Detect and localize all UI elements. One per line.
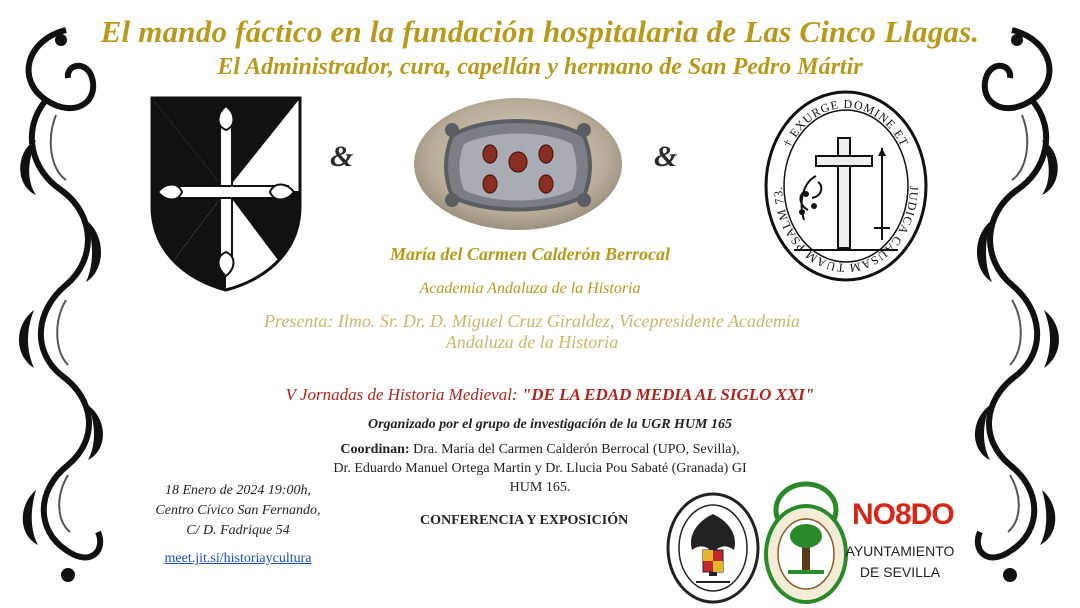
coordinators-line-2: Dr. Eduardo Manuel Ortega Martin y Dr. Llucia Pou Sabaté (Granada) GI <box>333 461 747 476</box>
ayuntamiento-label: AYUNTAMIENTO <box>845 543 955 559</box>
event-series-title: "DE LA EDAD MEDIA AL SIGLO XXI" <box>517 385 815 404</box>
event-address: C/ D. Fadrique 54 <box>186 523 290 538</box>
academia-andaluza-seal-icon <box>764 478 848 604</box>
event-series-lead: V Jornadas de Historia Medieval: <box>285 385 518 404</box>
coordinators-line-3: HUM 165. <box>509 480 571 495</box>
seal-text-top: † EXURGE DOMINE ET <box>780 96 912 150</box>
dominican-shield-icon <box>150 96 302 292</box>
presenter-line-1: Presenta: Ilmo. Sr. Dr. D. Miguel Cruz Giraldez, Vicepresidente Academia <box>264 311 800 331</box>
event-date: 18 Enero de 2024 19:00h, <box>164 483 312 498</box>
presenter-text <box>222 311 842 353</box>
subtitle: El Administrador, cura, capellán y hermano de San Pedro Mártir <box>217 54 863 80</box>
left-ornament-scroll-icon <box>6 20 118 595</box>
stone-relief-photo <box>412 96 624 232</box>
nosdo-logo: NO8DO <box>852 498 954 531</box>
event-venue: Centro Cívico San Fernando, <box>155 503 321 518</box>
coordinators-label: Coordinan: <box>340 442 410 457</box>
presenter-line-2: Andaluza de la Historia <box>445 332 619 352</box>
coordinators-line-1: Dra. María del Carmen Calderón Berrocal (UPO, Sevilla), <box>409 442 740 457</box>
coordinators-block <box>290 440 790 497</box>
event-type: CONFERENCIA Y EXPOSICIÓN <box>420 513 629 528</box>
meeting-link[interactable]: meet.jit.si/historiaycultura <box>164 551 312 566</box>
sevilla-label: DE SEVILLA <box>859 564 941 580</box>
date-venue-block <box>138 481 338 541</box>
ampersand-left: & <box>330 140 354 173</box>
right-ornament-scroll-icon <box>960 20 1072 595</box>
main-title: El mando fáctico en la fundación hospitalaria de Las Cinco Llagas. <box>100 14 980 49</box>
seal-text-bottom: JUDICA CAUSAM TUAM PSALM 73. <box>770 185 922 276</box>
speaker-name: María del Carmen Calderón Berrocal <box>389 244 671 264</box>
university-of-granada-seal-icon <box>666 492 760 604</box>
organizer-line: Organizado por el grupo de investigación de la UGR HUM 165 <box>367 417 732 432</box>
inquisition-seal-icon <box>764 90 928 282</box>
speaker-affiliation: Academia Andaluza de la Historia <box>419 280 641 297</box>
ampersand-right: & <box>654 140 678 173</box>
event-series <box>160 385 940 405</box>
